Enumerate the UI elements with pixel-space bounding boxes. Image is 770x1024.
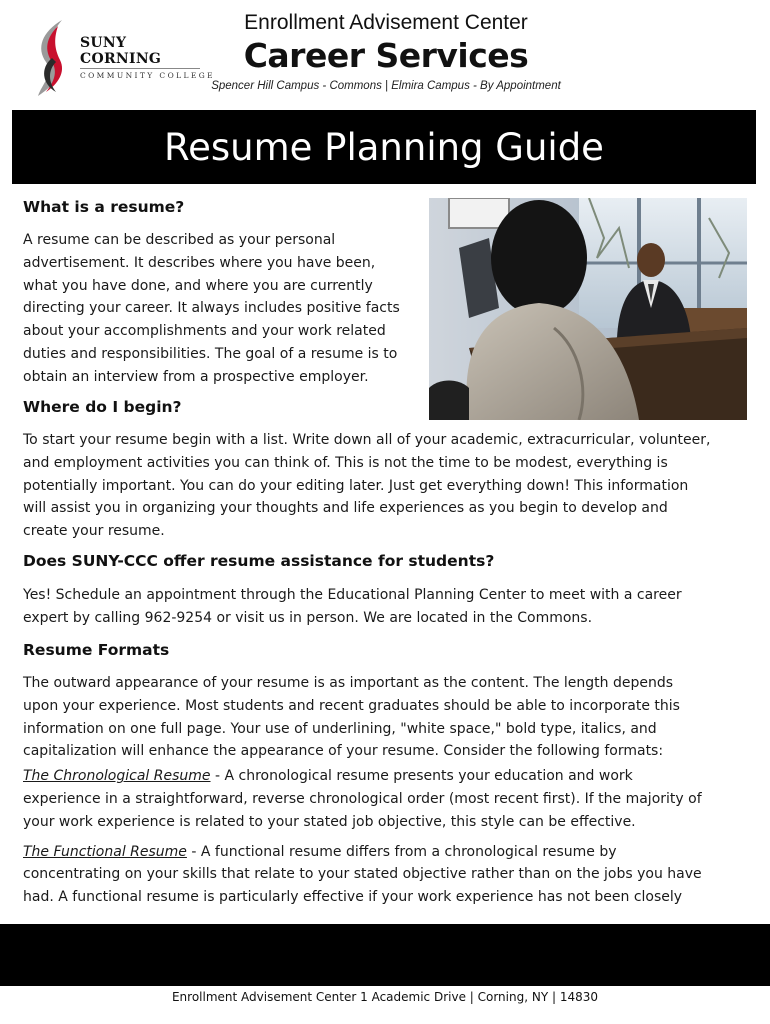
header-title: Career Services bbox=[243, 36, 529, 75]
logo-divider bbox=[80, 68, 200, 69]
header-campus-info: Spencer Hill Campus - Commons | Elmira Campus - By Appointment bbox=[211, 80, 561, 92]
section-where-begin bbox=[23, 429, 753, 543]
section-resume-assistance bbox=[23, 584, 753, 630]
text-line: and employment activities you can think of. This is not the time to be modest, everything is bbox=[23, 454, 668, 471]
header bbox=[200, 10, 572, 94]
text-line: capitalization will enhance the appearance of your resume. Consider the following formats: bbox=[23, 743, 664, 760]
text-line: your work experience is related to your stated job objective, this style can be effective. bbox=[23, 813, 636, 830]
text-line: duties and responsibilities. The goal of a resume is to bbox=[23, 345, 398, 362]
chronological-line bbox=[23, 765, 753, 788]
text-span: - A functional resume differs from a chronological resume by bbox=[186, 843, 617, 860]
interview-photo-image bbox=[429, 198, 747, 420]
text-line: about your accomplishments and your work related bbox=[23, 323, 386, 340]
section-resume-formats bbox=[23, 672, 753, 909]
footer-bar bbox=[0, 924, 770, 986]
title-banner bbox=[12, 110, 756, 184]
footer-address: Enrollment Advisement Center 1 Academic Drive | Corning, NY | 14830 bbox=[171, 990, 599, 1004]
text-line: potentially important. You can do your editing later. Just get everything down! This information bbox=[23, 477, 689, 494]
interview-photo bbox=[429, 198, 747, 420]
text-line: expert by calling 962-9254 or visit us in person. We are located in the Commons. bbox=[23, 609, 593, 626]
logo-corning-text: CORNING bbox=[80, 51, 162, 67]
text-line: information on one full page. Your use of underlining, "white space," bold type, italics, and bbox=[23, 720, 657, 737]
college-logo bbox=[32, 18, 216, 100]
logo-suny-text: SUNY bbox=[80, 35, 127, 51]
text-line: obtain an interview from a prospective employer. bbox=[23, 368, 369, 385]
text-line: will assist you in organizing your thoughts and life experiences as you begin to develop and bbox=[23, 500, 668, 517]
heading-resume-formats: Resume Formats bbox=[23, 641, 170, 659]
text-line: concentrating on your skills that relate to your stated objective rather than on the jobs you have bbox=[23, 866, 702, 883]
page-title: Resume Planning Guide bbox=[164, 125, 604, 169]
text-line: what you have done, and where you are currently bbox=[23, 277, 373, 294]
text-line: To start your resume begin with a list. Write down all of your academic, extracurricular, volunteer, bbox=[23, 432, 711, 448]
text-line: experience in a straightforward, reverse chronological order (most recent first). If the majority of bbox=[23, 790, 702, 807]
logo-community-college-text: COMMUNITY COLLEGE bbox=[80, 71, 216, 80]
functional-line bbox=[23, 841, 753, 864]
section-what-is-resume bbox=[23, 229, 423, 389]
heading-where-begin: Where do I begin? bbox=[23, 398, 182, 416]
text-line: The outward appearance of your resume is as important as the content. The length depends bbox=[23, 675, 674, 691]
text-line: Yes! Schedule an appointment through the Educational Planning Center to meet with a career bbox=[23, 587, 682, 603]
heading-what-is-resume: What is a resume? bbox=[23, 198, 185, 216]
functional-resume-title: The Functional Resume bbox=[23, 843, 187, 860]
header-subtitle: Enrollment Advisement Center bbox=[244, 11, 528, 34]
logo-mark-icon bbox=[32, 18, 78, 98]
heading-resume-assistance: Does SUNY-CCC offer resume assistance for students? bbox=[23, 552, 495, 570]
text-line: had. A functional resume is particularly effective if your work experience has not been closely bbox=[23, 889, 683, 906]
chronological-resume-title: The Chronological Resume bbox=[23, 768, 211, 785]
text-line: upon your experience. Most students and recent graduates should be able to incorporate this bbox=[23, 697, 680, 714]
text-line: A resume can be described as your personal bbox=[23, 232, 336, 248]
text-span: - A chronological resume presents your education and work bbox=[210, 768, 633, 785]
text-line: directing your career. It always includes positive facts bbox=[23, 300, 400, 317]
text-line: advertisement. It describes where you have been, bbox=[23, 254, 376, 271]
text-line: create your resume. bbox=[23, 523, 165, 540]
